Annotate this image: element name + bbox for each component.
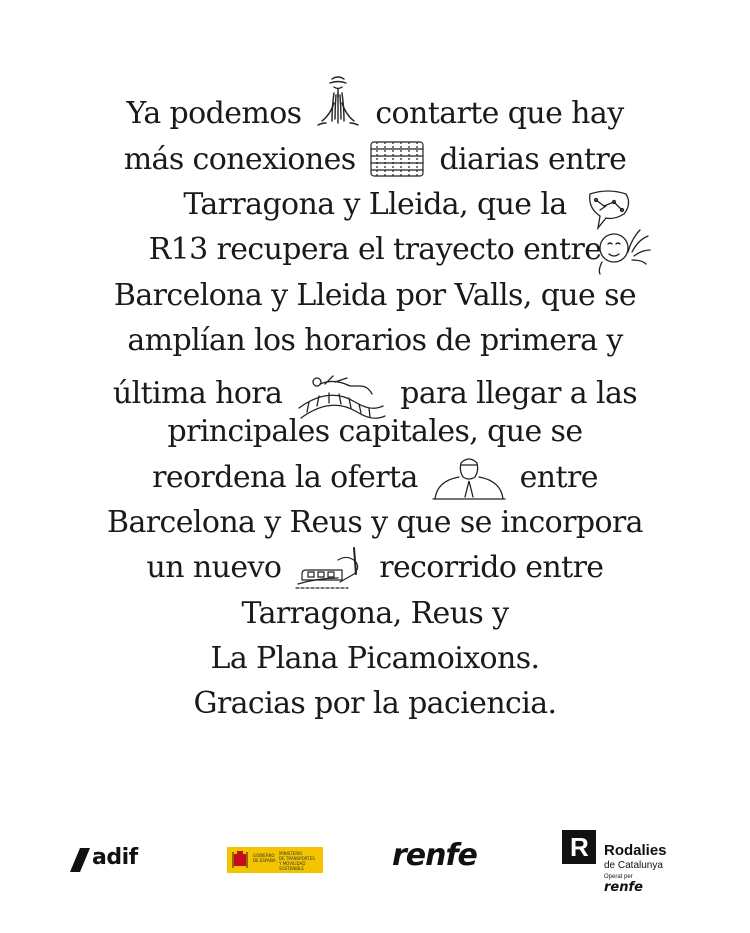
man-with-long-beard-icon — [314, 95, 362, 133]
poem-text-segment: diarias entre — [439, 141, 627, 177]
poem-text-segment: Barcelona y Lleida por Valls, que se — [113, 277, 637, 313]
gobierno-label: GOBIERNO DE ESPAÑA — [253, 853, 276, 863]
poem-line — [0, 135, 750, 180]
poem-text-segment: Ya podemos — [126, 96, 302, 132]
coat-of-arms-icon — [231, 850, 249, 870]
poem-text-segment: contarte que hay — [375, 96, 624, 132]
poem-text-segment: entre — [519, 460, 598, 496]
poem-text-segment: reordena la oferta — [152, 460, 418, 496]
rodalies-operated-by: Operat per — [604, 874, 633, 880]
poem-text-segment: última hora — [112, 375, 283, 411]
renfe-logo — [392, 838, 477, 873]
adif-arrow-icon — [70, 846, 90, 872]
praying-person-icon — [431, 453, 507, 503]
poem-line — [0, 635, 750, 680]
poem-text-segment: un nuevo — [146, 550, 282, 586]
face-with-hand-icon — [592, 222, 658, 280]
poem-text-segment: Gracias por la paciencia. — [193, 686, 557, 722]
poem-text-segment: Tarragona y Lleida, que la — [183, 187, 567, 223]
hand-drawing-train-icon — [294, 544, 366, 592]
poem-line — [0, 544, 750, 589]
adif-wordmark: adif — [92, 845, 138, 870]
adif-logo — [70, 846, 170, 876]
poem-line — [0, 589, 750, 634]
gobierno-espana-logo — [227, 847, 323, 873]
poem-text-segment: amplían los horarios de primera y — [127, 323, 623, 359]
poem-line — [0, 362, 750, 411]
ministry-label: MINISTERIO DE TRANSPORTES Y MOVILIDAD SOSTENIBLE — [279, 851, 315, 871]
poem-text-segment: Barcelona y Reus y que se incorpora — [107, 504, 643, 540]
poem-line — [0, 181, 750, 226]
rodalies-title: Rodalies — [604, 842, 667, 859]
poem-line — [0, 317, 750, 362]
renfe-wordmark: renfe — [392, 838, 477, 873]
poem-line — [0, 680, 750, 725]
rodalies-logo — [562, 830, 692, 900]
poem-text-segment: recorrido entre — [379, 550, 604, 586]
poem-text-segment: La Plana Picamoixons. — [210, 640, 540, 676]
poem-text-segment: principales capitales, que se — [167, 414, 583, 450]
poem-line — [0, 499, 750, 544]
poem-text — [0, 90, 750, 725]
sponsor-logos — [0, 820, 750, 900]
train-schedule-icon — [368, 139, 426, 179]
rodalies-operator: renfe — [604, 880, 643, 895]
poem-line — [0, 90, 750, 135]
rodalies-subtitle: de Catalunya — [604, 860, 663, 871]
poem-text-segment: para llegar a las — [400, 375, 638, 411]
poem-text-segment: R13 recupera el trayecto entre — [148, 232, 602, 268]
poem-text-segment: más conexiones — [123, 141, 356, 177]
rodalies-mark: R — [562, 830, 596, 864]
poem-line — [0, 453, 750, 498]
poem-text-segment: Tarragona, Reus y — [241, 595, 509, 631]
